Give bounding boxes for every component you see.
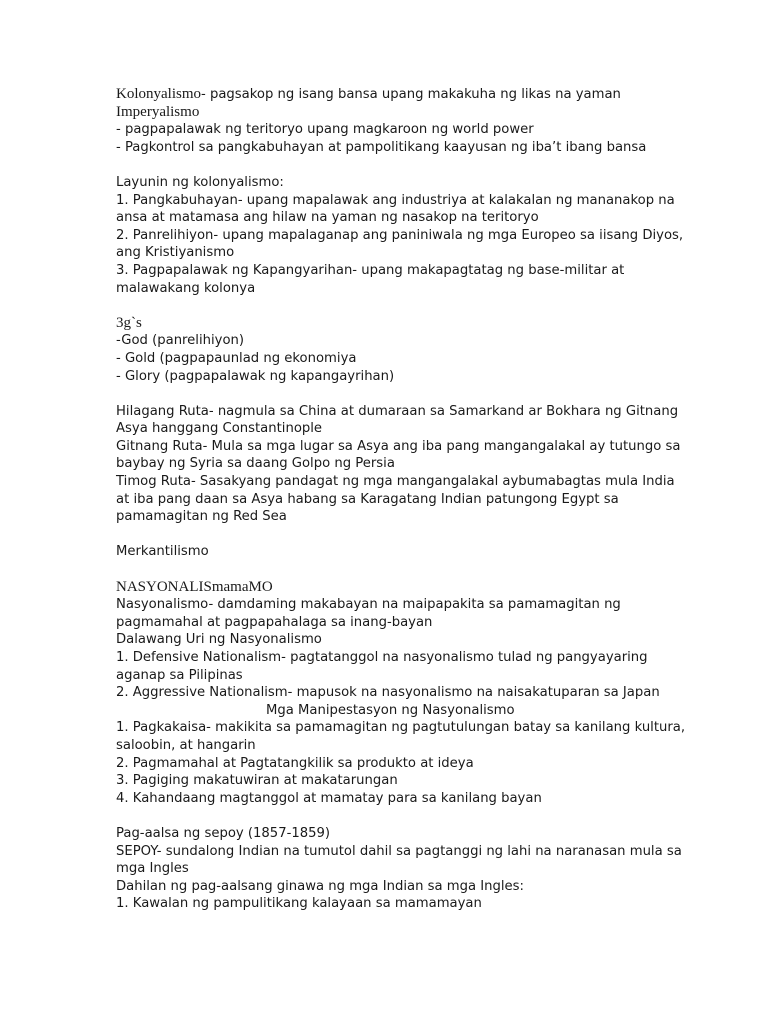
sepoy-def-1: SEPOY- sundalong Indian na tumutol dahil sa pagtanggi ng lahi na naranasan mula sa (116, 843, 682, 859)
manipestasyon-title: Mga Manipestasyon ng Nasyonalismo (266, 702, 515, 718)
nasyonalismo-heading: NASYONALISmamaMO (116, 578, 273, 595)
timog-ruta-3: pamamagitan ng Red Sea (116, 509, 287, 525)
hilagang-ruta-2: Asya hanggang Constantinople (116, 421, 323, 437)
gitnang-ruta-1: Gitnang Ruta- Mula sa mga lugar sa Asya ang iba pang mangangalakal ay tutungo sa (116, 438, 681, 454)
layunin-item-2a: 2. Panrelihiyon- upang mapalaganap ang paniniwala ng mga Europeo sa iisang Diyos, (116, 227, 684, 243)
manipestasyon-item-3: 3. Pagiging makatuwiran at makatarungan (116, 773, 398, 789)
sepoy-title: Pag-aalsa ng sepoy (1857-1859) (116, 825, 331, 841)
kolonyalismo-def-text: - pagsakop ng isang bansa upang makakuha ng likas na yaman (201, 87, 621, 102)
spacer (116, 297, 756, 315)
spacer (116, 156, 756, 174)
layunin-item-3b: malawakang kolonya (116, 280, 256, 296)
spacer (116, 385, 756, 403)
kolonyalismo-term: Kolonyalismo (116, 86, 201, 102)
layunin-item-1b: ansa at matamasa ang hilaw na yaman ng nasakop na teritoryo (116, 210, 539, 226)
uri-item-2: 2. Aggressive Nationalism- mapusok na nasyonalismo na naisakatuparan sa Japan (116, 685, 660, 701)
spacer (116, 526, 756, 544)
merkantilismo-heading: Merkantilismo (116, 544, 209, 560)
sepoy-def-2: mga Ingles (116, 861, 189, 877)
imperyalismo-point-2: - Pagkontrol sa pangkabuhayan at pampolitikang kaayusan ng iba’t ibang bansa (116, 139, 647, 155)
uri-item-1a: 1. Defensive Nationalism- pagtatanggol na nasyonalismo tulad ng pangyayaring (116, 650, 648, 665)
manipestasyon-item-1b: saloobin, at hangarin (116, 737, 256, 753)
gitnang-ruta-2: baybay ng Syria sa daang Golpo ng Persia (116, 456, 395, 472)
manipestasyon-item-2: 2. Pagmamahal at Pagtatangkilik sa produkto at ideya (116, 755, 474, 771)
uri-item-1b: aganap sa Pilipinas (116, 667, 243, 683)
imperyalismo-heading: Imperyalismo (116, 103, 200, 120)
spacer (116, 561, 756, 579)
nasyonalismo-def-1: Nasyonalismo- damdaming makabayan na maipapakita sa pamamagitan ng (116, 597, 621, 613)
manipestasyon-item-1a: 1. Pagkakaisa- makikita sa pamamagitan ng pagtutulungan batay sa kanilang kultura, (116, 720, 686, 736)
layunin-item-1a: 1. Pangkabuhayan- upang mapalawak ang industriya at kalakalan ng mananakop na (116, 192, 675, 208)
threeg-glory: - Glory (pagpapalawak ng kapangayrihan) (116, 368, 395, 384)
document-body (116, 86, 756, 913)
threeg-god: -God (panrelihiyon) (116, 333, 245, 349)
imperyalismo-point-1: - pagpapalawak ng teritoryo upang magkaroon ng world power (116, 122, 534, 138)
manipestasyon-item-4: 4. Kahandaang magtanggol at mamatay para sa kanilang bayan (116, 790, 542, 806)
threeg-gold: - Gold (pagpapaunlad ng ekonomiya (116, 350, 357, 366)
timog-ruta-2: at iba pang daan sa Asya habang sa Karagatang Indian patungong Egypt sa (116, 491, 619, 507)
spacer (116, 807, 756, 825)
layunin-item-2b: ang Kristiyanismo (116, 245, 235, 261)
sepoy-dahilan-title: Dahilan ng pag-aalsang ginawa ng mga Indian sa mga Ingles: (116, 878, 524, 894)
threeg-title: 3g`s (116, 314, 142, 331)
nasyonalismo-def-2: pagmamahal at pagpapahalaga sa inang-bayan (116, 614, 433, 630)
kolonyalismo-definition (116, 86, 756, 104)
sepoy-dahilan-item-1: 1. Kawalan ng pampulitikang kalayaan sa mamamayan (116, 896, 482, 912)
layunin-title: Layunin ng kolonyalismo: (116, 174, 284, 190)
uri-title: Dalawang Uri ng Nasyonalismo (116, 632, 322, 648)
layunin-item-3a: 3. Pagpapalawak ng Kapangyarihan- upang makapagtatag ng base-militar at (116, 262, 625, 278)
hilagang-ruta-1: Hilagang Ruta- nagmula sa China at dumaraan sa Samarkand ar Bokhara ng Gitnang (116, 403, 679, 419)
timog-ruta-1: Timog Ruta- Sasakyang pandagat ng mga mangangalakal aybumabagtas mula India (116, 474, 675, 490)
